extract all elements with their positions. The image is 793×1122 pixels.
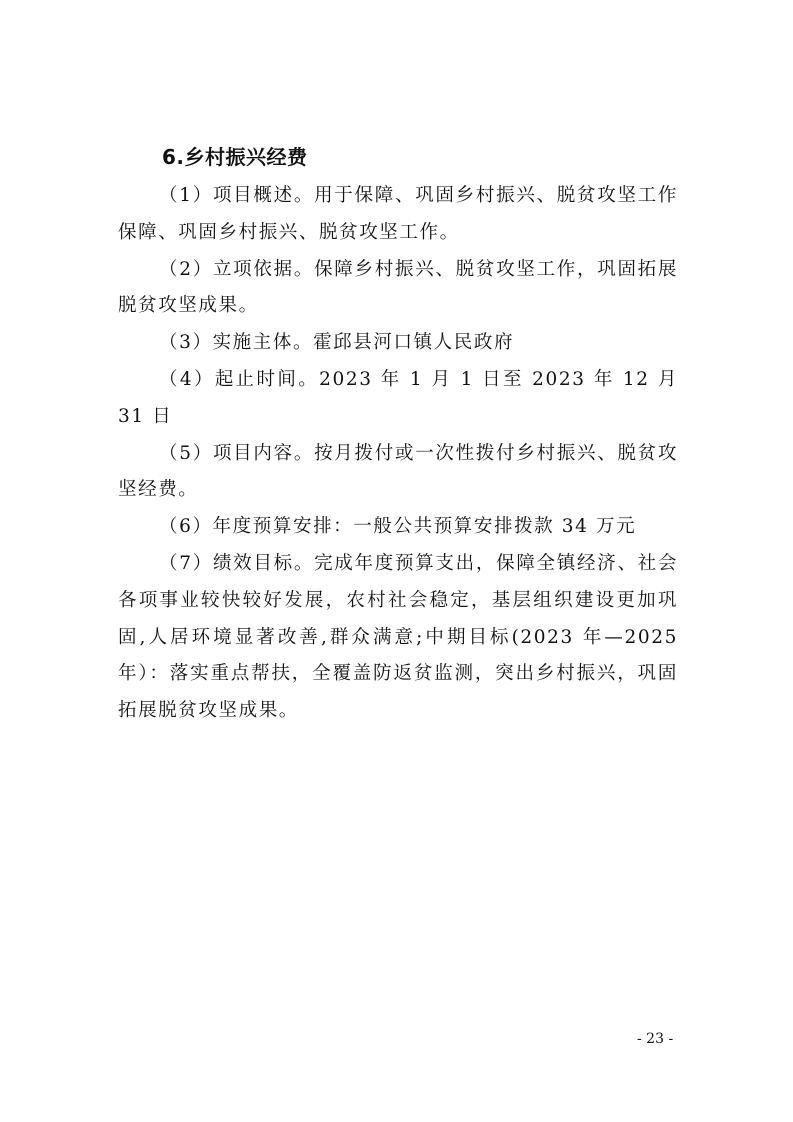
paragraph-performance-goals: （7）绩效目标。完成年度预算支出，保障全镇经济、社会各项事业较快较好发展，农村社会稳定，基层组织建设更加巩固,人居环境显著改善,群众满意;中期目标(2023 年—2025 年）：落实重点帮扶，全覆盖防返贫监测，突出乡村振兴，巩固拓展脱贫攻坚成果。 [118, 552, 678, 722]
paragraph-basis: （2）立项依据。保障乡村振兴、脱贫攻坚工作，巩固拓展脱贫攻坚成果。 [118, 258, 678, 317]
paragraph-project-overview: （1）项目概述。用于保障、巩固乡村振兴、脱贫攻坚工作保障、巩固乡村振兴、脱贫攻坚工作。 [118, 185, 678, 243]
body-text [118, 178, 678, 730]
paragraph-implementer: （3）实施主体。霍邱县河口镇人民政府 [159, 332, 515, 354]
paragraph-content: （5）项目内容。按月拨付或一次性拨付乡村振兴、脱贫攻坚经费。 [118, 442, 678, 501]
page-number: - 23 - [637, 1031, 674, 1047]
section-heading: 6.乡村振兴经费 [162, 145, 308, 169]
paragraph-budget: （6）年度预算安排：一般公共预算安排拨款 34 万元 [159, 516, 637, 538]
paragraph-period: （4）起止时间。2023 年 1 月 1 日至 2023 年 12 月 31 日 [118, 368, 678, 427]
